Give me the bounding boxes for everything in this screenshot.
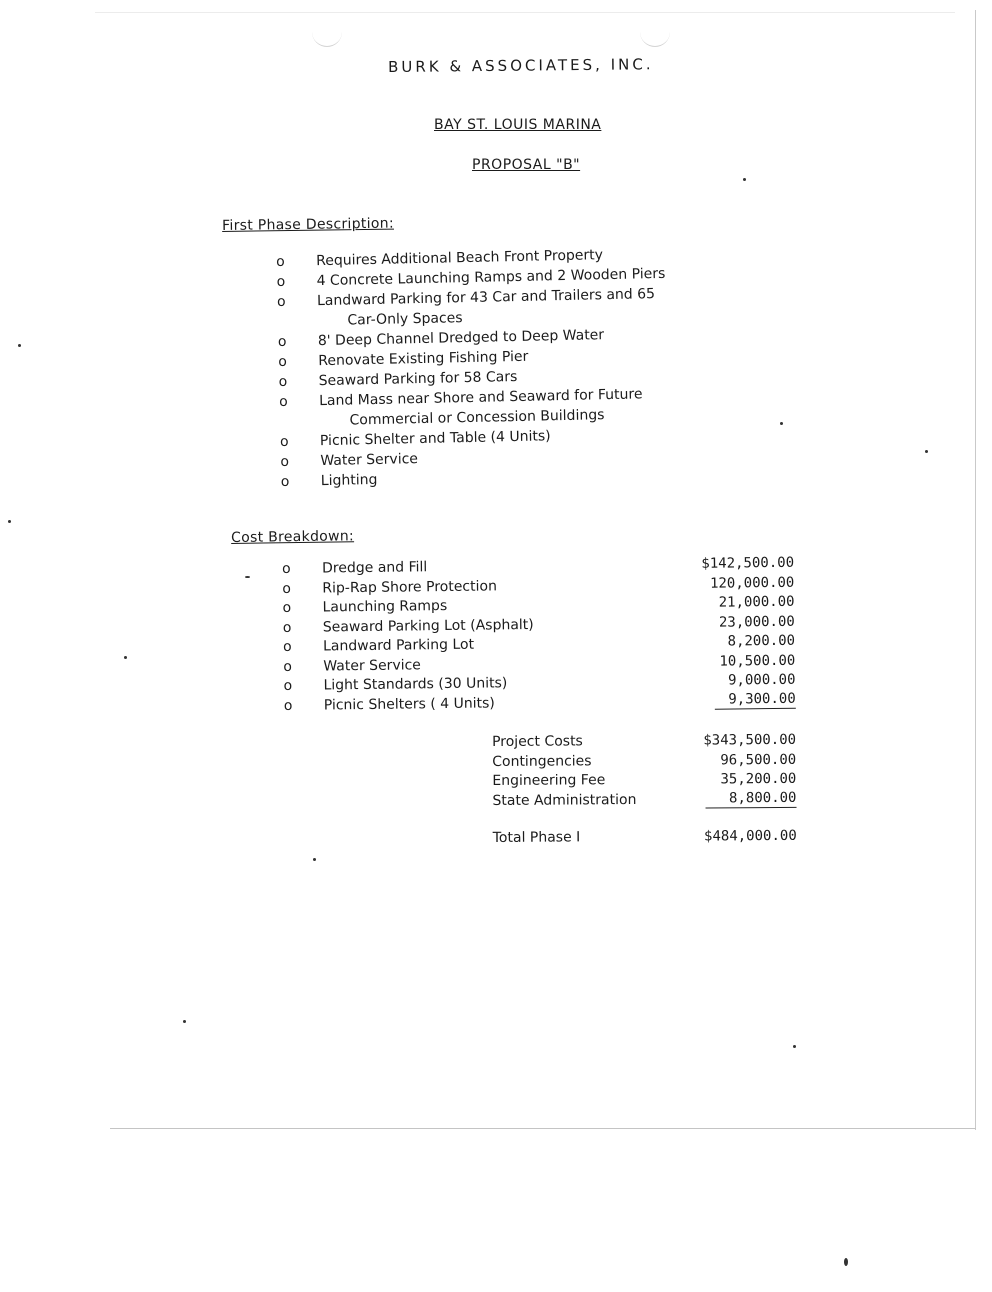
description-heading: First Phase Description:	[222, 215, 395, 234]
bullet-marker: o	[280, 473, 290, 490]
list-item-continuation: Car-Only Spaces	[347, 310, 463, 329]
cost-breakdown-table	[282, 554, 796, 716]
cost-heading: Cost Breakdown:	[231, 528, 355, 546]
summary-label: State Administration	[492, 791, 637, 809]
list-item-continuation: Commercial or Concession Buildings	[349, 407, 605, 429]
cost-label: Water Service	[323, 656, 421, 675]
bullet-marker: o	[280, 453, 290, 470]
list-item-text: Water Service	[320, 451, 419, 470]
summary-amount: 8,800.00	[705, 789, 797, 808]
scan-speck	[844, 1258, 848, 1266]
cost-label: Launching Ramps	[322, 597, 448, 616]
bullet-marker: o	[276, 293, 286, 310]
cost-label: Dredge and Fill	[322, 559, 428, 577]
scan-speck	[245, 576, 250, 578]
summary-row	[492, 789, 796, 811]
scan-speck	[793, 1045, 796, 1048]
cost-amount: 8,200.00	[727, 632, 796, 650]
scan-speck	[780, 422, 783, 425]
bullet-marker: o	[283, 697, 293, 714]
list-item-text: Requires Additional Beach Front Property	[316, 247, 604, 270]
bullet-marker: o	[283, 677, 293, 694]
page-edge-bottom	[110, 1128, 976, 1129]
project-title: BAY ST. LOUIS MARINA	[434, 117, 602, 133]
bullet-marker: o	[282, 638, 292, 655]
scan-speck	[8, 520, 11, 523]
list-item-text: Picnic Shelter and Table (4 Units)	[319, 428, 551, 450]
cost-amount: 9,000.00	[727, 671, 796, 689]
scan-speck	[925, 450, 928, 453]
bullet-marker: o	[283, 658, 292, 675]
scan-speck	[183, 1020, 186, 1023]
page-edge-top	[95, 12, 955, 13]
cost-amount: 120,000.00	[709, 574, 795, 592]
cost-label: Picnic Shelters ( 4 Units)	[323, 694, 495, 713]
bullet-marker: o	[277, 333, 287, 350]
proposal-title: PROPOSAL "B"	[472, 157, 581, 173]
punch-hole-mark	[312, 30, 342, 47]
description-list	[276, 242, 751, 492]
total-label: Total Phase I	[492, 829, 581, 846]
bullet-marker: o	[282, 560, 291, 577]
cost-amount: 10,500.00	[719, 652, 796, 670]
summary-row	[492, 770, 796, 792]
scan-speck	[313, 858, 316, 861]
cost-summary	[492, 731, 797, 849]
bullet-marker: o	[278, 373, 288, 390]
summary-label: Contingencies	[492, 752, 592, 770]
summary-amount: $343,500.00	[703, 731, 797, 749]
cost-amount: 21,000.00	[718, 593, 795, 611]
summary-row	[492, 731, 796, 753]
summary-label: Engineering Fee	[492, 772, 606, 789]
bullet-marker: o	[282, 599, 292, 616]
bullet-marker: o	[276, 273, 286, 290]
list-item-text: 8' Deep Channel Dredged to Deep Water	[317, 327, 605, 350]
total-amount: $484,000.00	[703, 827, 797, 845]
bullet-marker: o	[278, 353, 288, 370]
cost-amount: 9,300.00	[714, 690, 796, 709]
cost-label: Light Standards (30 Units)	[323, 675, 508, 694]
total-row	[493, 827, 797, 849]
bullet-marker: o	[282, 580, 292, 597]
bullet-marker: o	[279, 433, 289, 450]
list-item-text: Renovate Existing Fishing Pier	[318, 348, 529, 370]
cost-amount: $142,500.00	[701, 554, 795, 572]
bullet-marker: o	[276, 253, 285, 270]
scan-speck	[124, 656, 127, 659]
company-letterhead: BURK & ASSOCIATES, INC.	[388, 55, 654, 76]
summary-row	[492, 750, 796, 772]
cost-label: Seaward Parking Lot (Asphalt)	[322, 616, 534, 636]
punch-hole-mark	[640, 30, 670, 47]
cost-label: Landward Parking Lot	[322, 636, 475, 655]
list-item-text: 4 Concrete Launching Ramps and 2 Wooden Piers	[316, 265, 666, 290]
summary-amount: 35,200.00	[720, 770, 797, 788]
cost-label: Rip-Rap Shore Protection	[322, 577, 497, 597]
summary-amount: 96,500.00	[720, 751, 797, 768]
list-item-text: Lighting	[320, 471, 378, 490]
summary-label: Project Costs	[492, 733, 583, 750]
list-item-text: Land Mass near Shore and Seaward for Future	[318, 386, 643, 410]
list-item-text: Seaward Parking for 58 Cars	[318, 368, 518, 390]
page-edge-right	[975, 10, 976, 1130]
cost-amount: 23,000.00	[718, 613, 795, 631]
bullet-marker: o	[282, 619, 292, 636]
bullet-marker: o	[278, 393, 288, 410]
scan-speck	[743, 178, 746, 181]
list-item-text: Landward Parking for 43 Car and Trailers and 65	[316, 286, 656, 310]
scan-speck	[18, 344, 21, 347]
